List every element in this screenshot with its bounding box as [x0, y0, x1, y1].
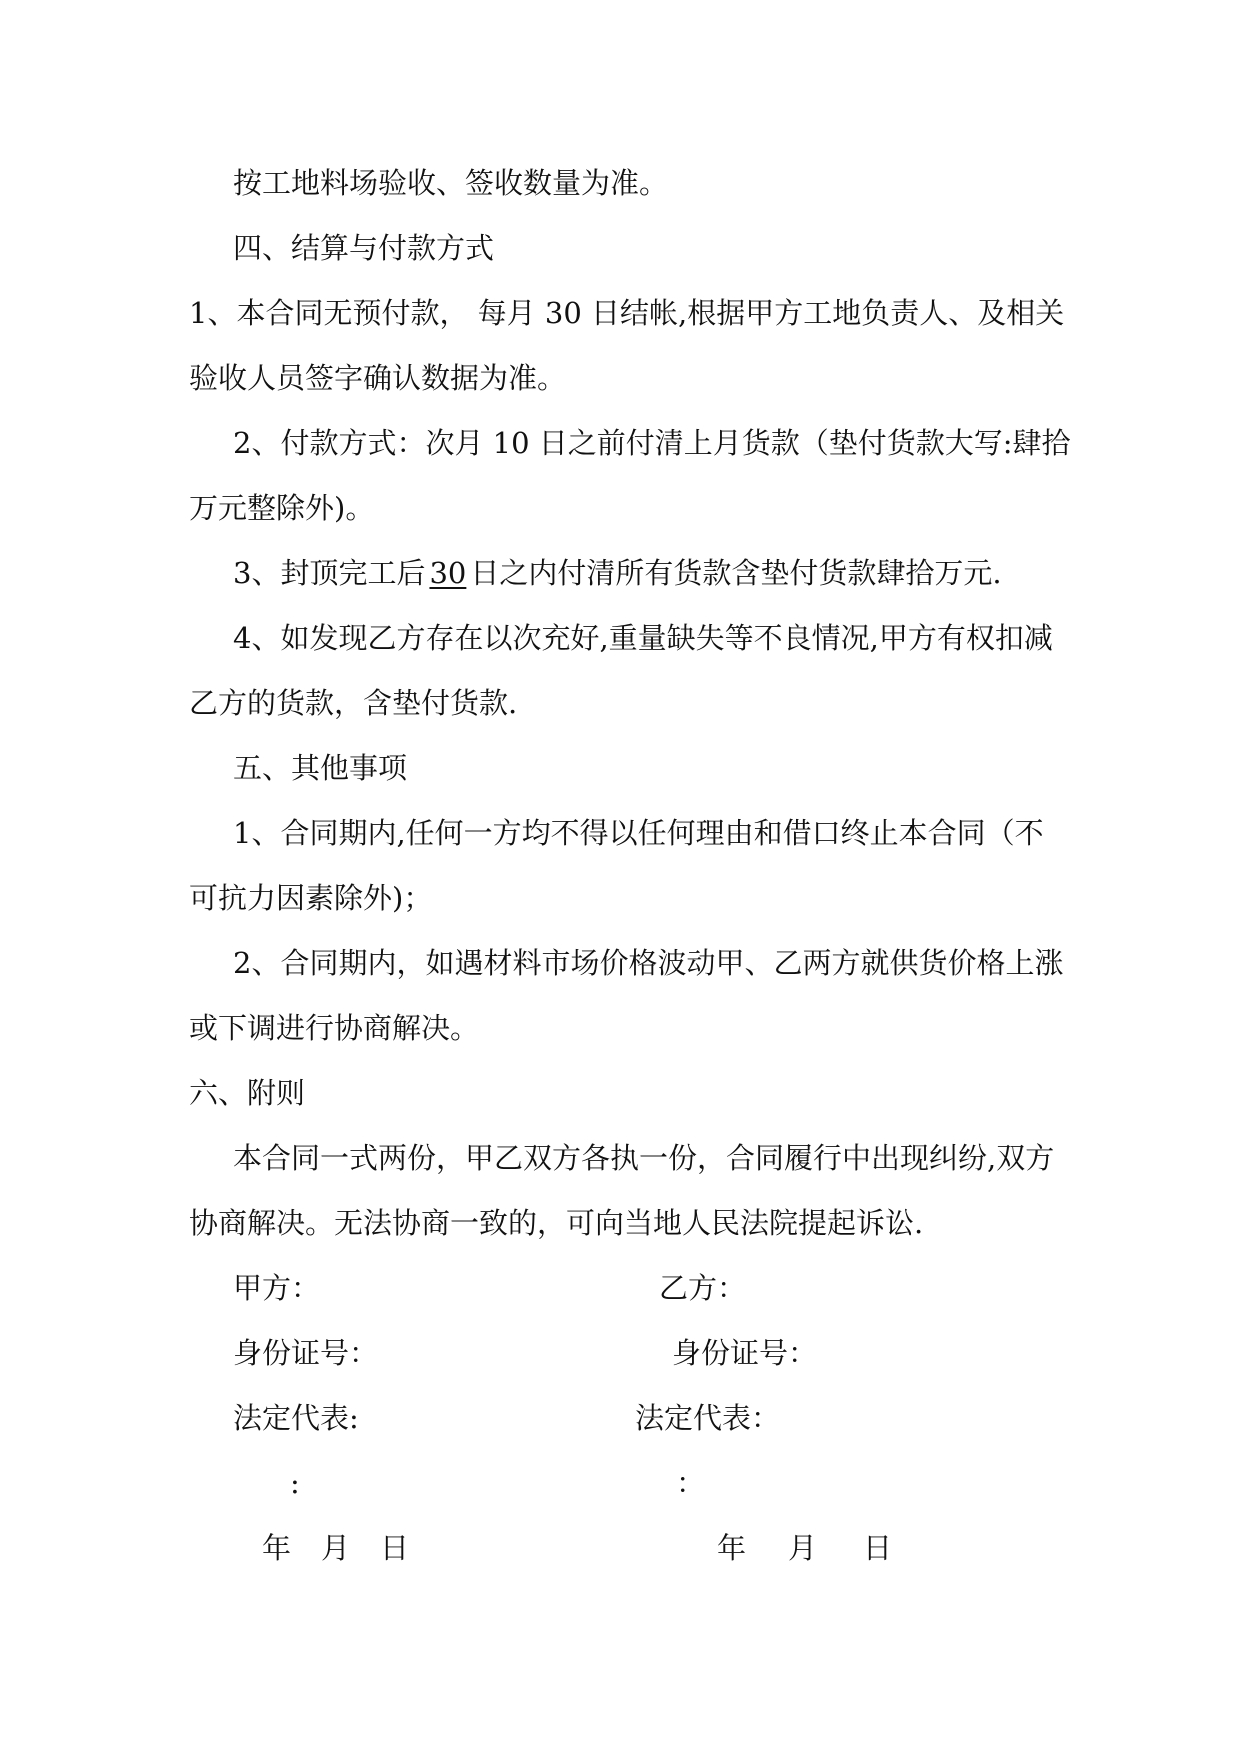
paragraph-line: 1、合同期内,任何一方均不得以任何理由和借口终止本合同（不 [233, 816, 1044, 850]
paragraph-line: 本合同一式两份，甲乙双方各执一份，合同履行中出现纠纷,双方 [233, 1141, 1055, 1175]
party-a-date-year: 年 [262, 1531, 292, 1565]
paragraph-line: 1、本合同无预付款， 每月 30 日结帐,根据甲方工地负责人、及相关 [189, 296, 1065, 330]
paragraph-line [233, 553, 1002, 593]
paragraph-line: 2、付款方式：次月 10 日之前付清上月货款（垫付货款大写:肆拾 [233, 426, 1071, 460]
paragraph-line: 协商解决。无法协商一致的，可向当地人民法院提起诉讼. [189, 1206, 924, 1240]
party-b-representative-label: 法定代表： [635, 1401, 781, 1435]
party-b-date-month: 月 [788, 1531, 818, 1565]
section-heading-settlement: 四、结算与付款方式 [233, 231, 495, 265]
party-b-colon: ： [676, 1466, 706, 1500]
paragraph-line: 2、合同期内，如遇材料市场价格波动甲、乙两方就供货价格上涨 [233, 946, 1064, 980]
party-b-date-year: 年 [717, 1531, 747, 1565]
party-b-date-day: 日 [863, 1531, 893, 1565]
section-heading-other: 五、其他事项 [233, 751, 408, 785]
paragraph-line: 或下调进行协商解决。 [189, 1011, 480, 1045]
paragraph-line: 按工地料场验收、签收数量为准。 [233, 166, 669, 200]
paragraph-line: 可抗力因素除外)； [189, 881, 433, 915]
party-a-id-label: 身份证号： [233, 1336, 379, 1370]
party-a-date-day: 日 [380, 1531, 410, 1565]
paragraph-line: 验收人员签字确认数据为准。 [189, 361, 567, 395]
party-b-id-label: 身份证号： [672, 1336, 818, 1370]
party-a-colon: : [290, 1466, 300, 1500]
paragraph-line: 4、如发现乙方存在以次充好,重量缺失等不良情况,甲方有权扣减 [233, 621, 1053, 655]
party-b-label: 乙方： [659, 1271, 747, 1305]
line-text: 3、封顶完工后 [233, 556, 426, 590]
paragraph-line: 万元整除外)。 [189, 491, 375, 525]
party-a-date-month: 月 [321, 1531, 351, 1565]
section-heading-appendix: 六、附则 [189, 1076, 306, 1110]
line-text: 日之内付清所有货款含垫付货款肆拾万元. [470, 556, 1002, 590]
party-a-label: 甲方： [233, 1271, 321, 1305]
paragraph-line: 乙方的货款，含垫付货款. [189, 686, 518, 720]
underlined-days: 30 [429, 556, 467, 590]
party-a-representative-label: 法定代表: [233, 1401, 359, 1435]
